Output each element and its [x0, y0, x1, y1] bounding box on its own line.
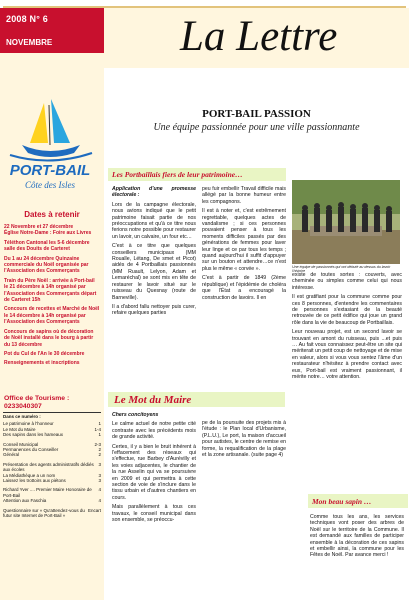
agenda-list — [4, 224, 100, 370]
volunteers-photo — [292, 180, 400, 264]
issue-box — [0, 8, 104, 53]
maire-heading: Le Mot du Maire — [114, 394, 192, 406]
paragraph: pe de la poursuite des projets mis à l'étude : le Plan local d'Urbanisme, (P.L.U.), Le port, la maison d'accueil pour autistes, le centre de remise en forme, la requalification de la plage et la zone artisanale. (suite page 4) — [202, 420, 286, 459]
toc-page: 1 — [98, 421, 101, 427]
toc-label: Présentation des agents administratifs dédiés aux écoles — [3, 461, 94, 473]
toc-label: Richard Yver .... Premier Maire Honoraire de Port-Bail — [3, 487, 92, 498]
paragraph: Mais parallèlement à tous ces travaux, le conseil municipal dans son ensemble, se préoccu- — [112, 504, 196, 524]
issue-number: 2008 N° 6 — [6, 14, 48, 24]
toc-page: 4 — [98, 498, 101, 504]
toc-page: Encart — [87, 507, 101, 513]
agenda-item: Pot du Cul de l'An le 30 décembre — [4, 350, 85, 357]
table-of-contents — [3, 414, 101, 519]
maire-salutation: Chers concitoyens — [112, 412, 159, 418]
office-label: Office de Tourisme : — [4, 395, 70, 402]
newsletter-title: La Lettre — [180, 13, 338, 60]
toc-page: 3 — [98, 472, 101, 478]
toc-label: Des sapins dans les hameaux — [3, 432, 64, 438]
toc-page: 2 — [98, 447, 101, 453]
toc-label: Le patrimoine à l'honneur — [3, 421, 54, 427]
paragraph: existe de toutes sortes : couverts, avec cheminée ou simples comme celui qui nous intéresse. — [292, 272, 402, 291]
toc-page: 4 — [98, 487, 101, 493]
toc-label: Permanences du Conseiller — [3, 447, 59, 453]
toc-label: Attention aux Faschia — [3, 498, 47, 504]
newsletter-tagline: Une équipe passionnée pour une ville passionnante — [153, 122, 360, 133]
toc-label: Questionnaire sur « Qu'attendez-vous du futur site Internet de Port-Bail » — [3, 507, 85, 519]
toc-page: 3 — [98, 461, 101, 467]
toc-row[interactable] — [3, 487, 101, 498]
sapin-heading: Mon beau sapin … — [312, 497, 372, 506]
tourist-office — [4, 395, 69, 411]
toc-page: 3 — [98, 478, 101, 484]
toc-label: Laissez les trottoirs aux piétons — [3, 478, 66, 484]
paragraph: Leur nouveau projet, est un second lavoir se trouvant en amont du ruisseau, puis ...et puis … Au fait vous connaissez peut-être un site qui mériterait un petit coup de nettoyage et de mise en valeur, alors si vous vous sentez l'âme d'un restaurateur n'hésitez à prendre contact avec eux, Port-bail est vraiment passionnant, il mérite notre… votre attention. — [292, 329, 402, 381]
logo-name: PORT-BAIL — [9, 162, 91, 179]
paragraph: C'est à ce titre que quelques conseillers municipaux (MM Roualle, Létang, De smet et Picot) aidés de 4 Portbaillais passionnés (MM Ruault, Lelyon, Adam et Lemaréchal) se sont mis en tête de restaurer le lavoir situé sur le ruisseau du Quesnay (route de Barneville). — [112, 243, 196, 301]
agenda-item: Téléthon Cantonal les 5-6 décembre salle des Douits de Carteret — [4, 239, 90, 253]
article-lead: Application d'une promesse électorale : — [112, 186, 196, 199]
article-column-3 — [292, 272, 402, 384]
toc-heading: Dans ce numéro : — [3, 414, 41, 419]
office-phone: 0233040307 — [4, 403, 42, 410]
port-bail-logo — [4, 95, 96, 195]
sidebar-divider — [3, 412, 101, 413]
toc-page: 1 — [98, 432, 101, 438]
toc-label: Général — [3, 452, 20, 458]
paragraph: Il est gratifiant pour la commune comme pour ces 8 personnes, d'entendre les commentaires de personnes s'extasiant de la beauté retrouvée de ce petit édifice qui joue un grand rôle dans la vie de beaucoup de Portbaillais. — [292, 294, 402, 326]
sapin-body: Comme tous les ans, les services techniques vont poser des arbres de Noël sur le territoire de la Commune. Il est demandé aux familles de participer ensemble à la décoration de ces sapins et embellir ainsi, la commune pour les Fêtes de Noël. Par avance merci ! — [310, 514, 404, 559]
toc-page: 1-4 — [94, 426, 101, 432]
article-column-2 — [202, 186, 286, 304]
paragraph: Il est à noter et, c'est extrêmement regrettable, quelques actes de vandalisme ; si ces personnes pouvaient penser à tous les moments difficiles passés par des générations de femmes pour laver leur linge et ce par tous les temps ; quand aujourd'hui il suffit d'appuyer sur un bouton et attendre…ce n'est plus le même « corvée ». — [202, 208, 286, 272]
maire-column-1 — [112, 412, 196, 527]
toc-label: Conseil Municipal — [3, 441, 39, 447]
toc-row[interactable] — [3, 508, 101, 519]
maire-column-2 — [202, 420, 286, 461]
toc-page: 2-3 — [94, 441, 101, 447]
agenda-item: Concours de recettes et Marché de Noël le 14 décembre à 14h organisé par l'Association des Commerçants — [4, 306, 100, 326]
photo-caption: Une équipe de passionnés qui ont débuté au dessus du lavoir l'histoire — [292, 265, 391, 273]
agenda-item: Concours de sapins où de décoration de Noël installé dans le bourg à partir du 13 décembre — [4, 328, 94, 348]
newsletter-subtitle: PORT-BAIL PASSION — [202, 108, 311, 120]
toc-page: 2 — [98, 452, 101, 458]
toc-row[interactable] — [3, 462, 101, 473]
paragraph: Il a d'abord fallu nettoyer puis curer, refaire quelques parties — [112, 303, 196, 317]
agenda-item: Du 1 au 24 décembre Quinzaine commerciale du Noël organisée par l'Association des Commerçants — [4, 255, 89, 275]
paragraph: C'est à partir de 1849 (2ème république) et l'épidémie de choléra que l'État a encouragé la construction de lavoirs. Il en — [202, 275, 286, 301]
issue-month: NOVEMBRE — [6, 38, 53, 47]
toc-label: La Médiathèque a un nom — [3, 472, 56, 478]
agenda-item: 22 Novembre et 27 décembre Église Notre-Dame : Foire aux Livres — [4, 224, 92, 237]
article-heading: Les Portbaillais fiers de leur patrimoine… — [112, 170, 243, 179]
agenda-item: Renseignements et inscriptions — [4, 360, 80, 367]
paragraph: Le calme actuel de notre petite cité contraste avec les précédents mois de grande activité. — [112, 421, 196, 441]
paragraph: peu fuir embellir Travail difficile mais allégé par la bonne humeur entre les compagnons. — [202, 186, 286, 205]
toc-label: Le Mot du Maire — [3, 426, 36, 432]
dates-heading: Dates à retenir — [24, 210, 80, 219]
paragraph: Lors de la campagne électorale, nous avions indiqué que le petit patrimoine faisait partie de nos préoccupations et qu'à ce titre nous ferions notre possible pour restaurer un lavoir, un calvaire, un four etc… — [112, 201, 196, 240]
paragraph: Certes, il y a bien le bruit inhérent à l'effacement des réseaux qui s'effectue, rue Barbey d'Aurévilly et les voies adjacentes, le chantier de la rue Asselin qui va se poursuivre en 2009 et qui permettra à cette section de voie de s'inclure dans le tissu urbain et d'autres chantiers en cours. — [112, 443, 196, 501]
article-column-1 — [112, 186, 196, 320]
logo-subtitle: Côte des Isles — [25, 180, 75, 190]
agenda-item: Train du Père Noël : arrivée à Port-bail le 21 décembre à 14h organisé par l'Association des Commerçants départ de Carteret 15h — [4, 277, 97, 304]
